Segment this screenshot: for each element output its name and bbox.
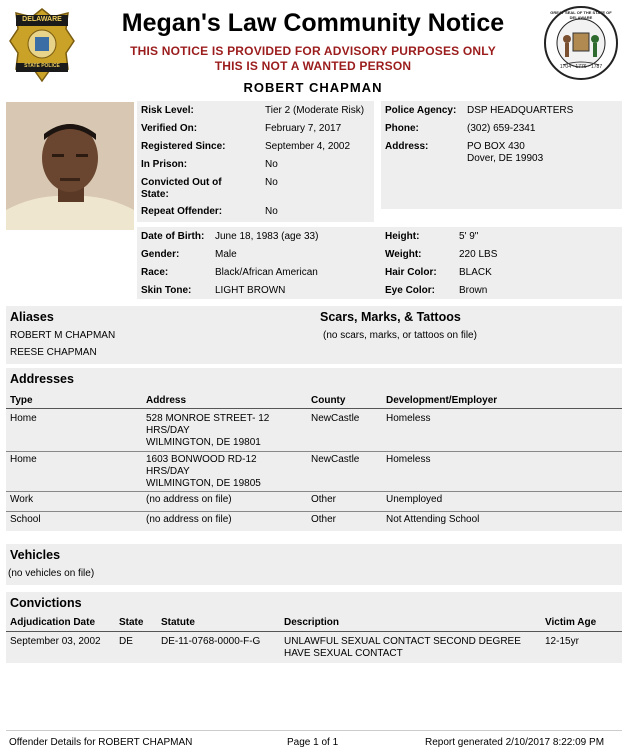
conviction-state: DE — [119, 636, 133, 647]
dob-label: Date of Birth: — [141, 231, 205, 242]
addr-county: Other — [311, 494, 337, 505]
seal-text: GREAT SEAL OF THE STATE OF DELAWARE — [550, 10, 612, 20]
addr-county: NewCastle — [311, 454, 360, 465]
convicted-label-2: State: — [141, 189, 169, 200]
skin-value: LIGHT BROWN — [215, 285, 286, 296]
addr-employer: Homeless — [386, 413, 431, 424]
gender-value: Male — [215, 249, 237, 260]
height-value: 5' 9" — [459, 231, 479, 242]
addr-type: Work — [10, 494, 34, 505]
col-description: Description — [284, 617, 340, 628]
police-agency-panel — [381, 101, 622, 209]
table-row — [6, 452, 622, 492]
conviction-description-1: UNLAWFUL SEXUAL CONTACT SECOND DEGREE — [284, 636, 521, 647]
risk-level-label: Risk Level: — [141, 105, 194, 116]
conviction-date: September 03, 2002 — [10, 636, 101, 647]
agency-address-line2: Dover, DE 19903 — [467, 153, 544, 164]
badge-text-top: DELAWARE — [22, 16, 62, 23]
page-title: Megan's Law Community Notice — [121, 9, 505, 37]
verified-value: February 7, 2017 — [265, 123, 342, 134]
registration-details-panel — [137, 101, 374, 222]
table-row — [6, 492, 622, 511]
badge-text-bottom: STATE POLICE — [24, 63, 60, 69]
col-employer: Development/Employer — [386, 395, 498, 406]
in-prison-label: In Prison: — [141, 159, 188, 170]
eye-value: Brown — [459, 285, 488, 296]
vehicles-value: (no vehicles on file) — [8, 568, 95, 579]
footer-report-generated: Report generated 2/10/2017 8:22:09 PM — [425, 737, 605, 748]
col-county: County — [311, 395, 346, 406]
offender-photo — [6, 102, 134, 230]
race-label: Race: — [141, 267, 169, 278]
addr-line2: HRS/DAY — [146, 425, 190, 436]
skin-label: Skin Tone: — [141, 285, 192, 296]
in-prison-value: No — [265, 159, 278, 170]
gender-label: Gender: — [141, 249, 180, 260]
addresses-section — [6, 368, 622, 531]
vehicles-heading: Vehicles — [10, 548, 61, 562]
col-victim-age: Victim Age — [545, 617, 597, 628]
advisory-notice: THIS NOTICE IS PROVIDED FOR ADVISORY PURPOSES ONLY — [130, 44, 496, 58]
addr-line3: WILMINGTON, DE 19801 — [146, 437, 261, 448]
conviction-victim-age: 12-15yr — [545, 636, 579, 647]
col-statute: Statute — [161, 617, 195, 628]
repeat-label: Repeat Offender: — [141, 206, 223, 217]
addr-line1: (no address on file) — [146, 494, 232, 505]
phone-value: (302) 659-2341 — [467, 123, 536, 134]
phone-label: Phone: — [385, 123, 419, 134]
risk-level-value: Tier 2 (Moderate Risk) — [265, 105, 365, 116]
conviction-statute: DE-11-0768-0000-F-G — [161, 636, 261, 647]
addr-employer: Unemployed — [386, 494, 443, 505]
col-type: Type — [10, 395, 33, 406]
addr-type: School — [10, 514, 41, 525]
registered-value: September 4, 2002 — [265, 141, 351, 152]
address-label: Address: — [385, 141, 429, 152]
table-row — [6, 633, 622, 661]
dob-value: June 18, 1983 (age 33) — [215, 231, 319, 242]
alias-item: REESE CHAPMAN — [10, 347, 97, 358]
addr-county: Other — [311, 514, 337, 525]
registered-label: Registered Since: — [141, 141, 226, 152]
addr-line1: 1603 BONWOOD RD-12 — [146, 454, 257, 465]
convictions-section — [6, 592, 622, 663]
col-address: Address — [146, 395, 187, 406]
table-row — [6, 512, 622, 531]
physical-description-panel — [137, 227, 622, 299]
not-wanted-notice: THIS IS NOT A WANTED PERSON — [214, 59, 412, 73]
addr-line3: WILMINGTON, DE 19805 — [146, 478, 261, 489]
addr-type: Home — [10, 454, 37, 465]
footer-offender-details: Offender Details for ROBERT CHAPMAN — [9, 737, 193, 748]
agency-label: Police Agency: — [385, 105, 457, 116]
addr-line1: (no address on file) — [146, 514, 232, 525]
addr-employer: Not Attending School — [386, 514, 480, 525]
weight-label: Weight: — [385, 249, 422, 260]
weight-value: 220 LBS — [459, 249, 498, 260]
aliases-scars-section — [6, 306, 622, 364]
agency-address-line1: PO BOX 430 — [467, 141, 525, 152]
convicted-label-1: Convicted Out of — [141, 177, 222, 188]
convictions-heading: Convictions — [10, 596, 82, 610]
repeat-value: No — [265, 206, 278, 217]
eye-label: Eye Color: — [385, 285, 436, 296]
addr-county: NewCastle — [311, 413, 360, 424]
verified-label: Verified On: — [141, 123, 198, 134]
hair-label: Hair Color: — [385, 267, 437, 278]
addresses-heading: Addresses — [10, 372, 74, 386]
col-adjudication-date: Adjudication Date — [10, 617, 96, 628]
aliases-heading: Aliases — [10, 310, 54, 324]
scars-value: (no scars, marks, or tattoos on file) — [323, 330, 477, 341]
addr-line2: HRS/DAY — [146, 466, 190, 477]
col-state: State — [119, 617, 144, 628]
race-value: Black/African American — [215, 267, 318, 278]
addr-employer: Homeless — [386, 454, 431, 465]
table-row — [6, 410, 622, 452]
conviction-description-2: HAVE SEXUAL CONTACT — [284, 648, 403, 659]
offender-name: ROBERT CHAPMAN — [243, 80, 383, 95]
footer-page-number: Page 1 of 1 — [287, 737, 339, 748]
alias-item: ROBERT M CHAPMAN — [10, 330, 116, 341]
seal-years: 1704 · 1776 · 1787 — [559, 64, 603, 70]
height-label: Height: — [385, 231, 420, 242]
addr-line1: 528 MONROE STREET- 12 — [146, 413, 270, 424]
addr-type: Home — [10, 413, 37, 424]
vehicles-section — [6, 544, 622, 585]
footer-divider — [6, 730, 622, 731]
scars-heading: Scars, Marks, & Tattoos — [320, 310, 461, 324]
convicted-value: No — [265, 177, 278, 188]
agency-value: DSP HEADQUARTERS — [467, 105, 574, 116]
hair-value: BLACK — [459, 267, 492, 278]
